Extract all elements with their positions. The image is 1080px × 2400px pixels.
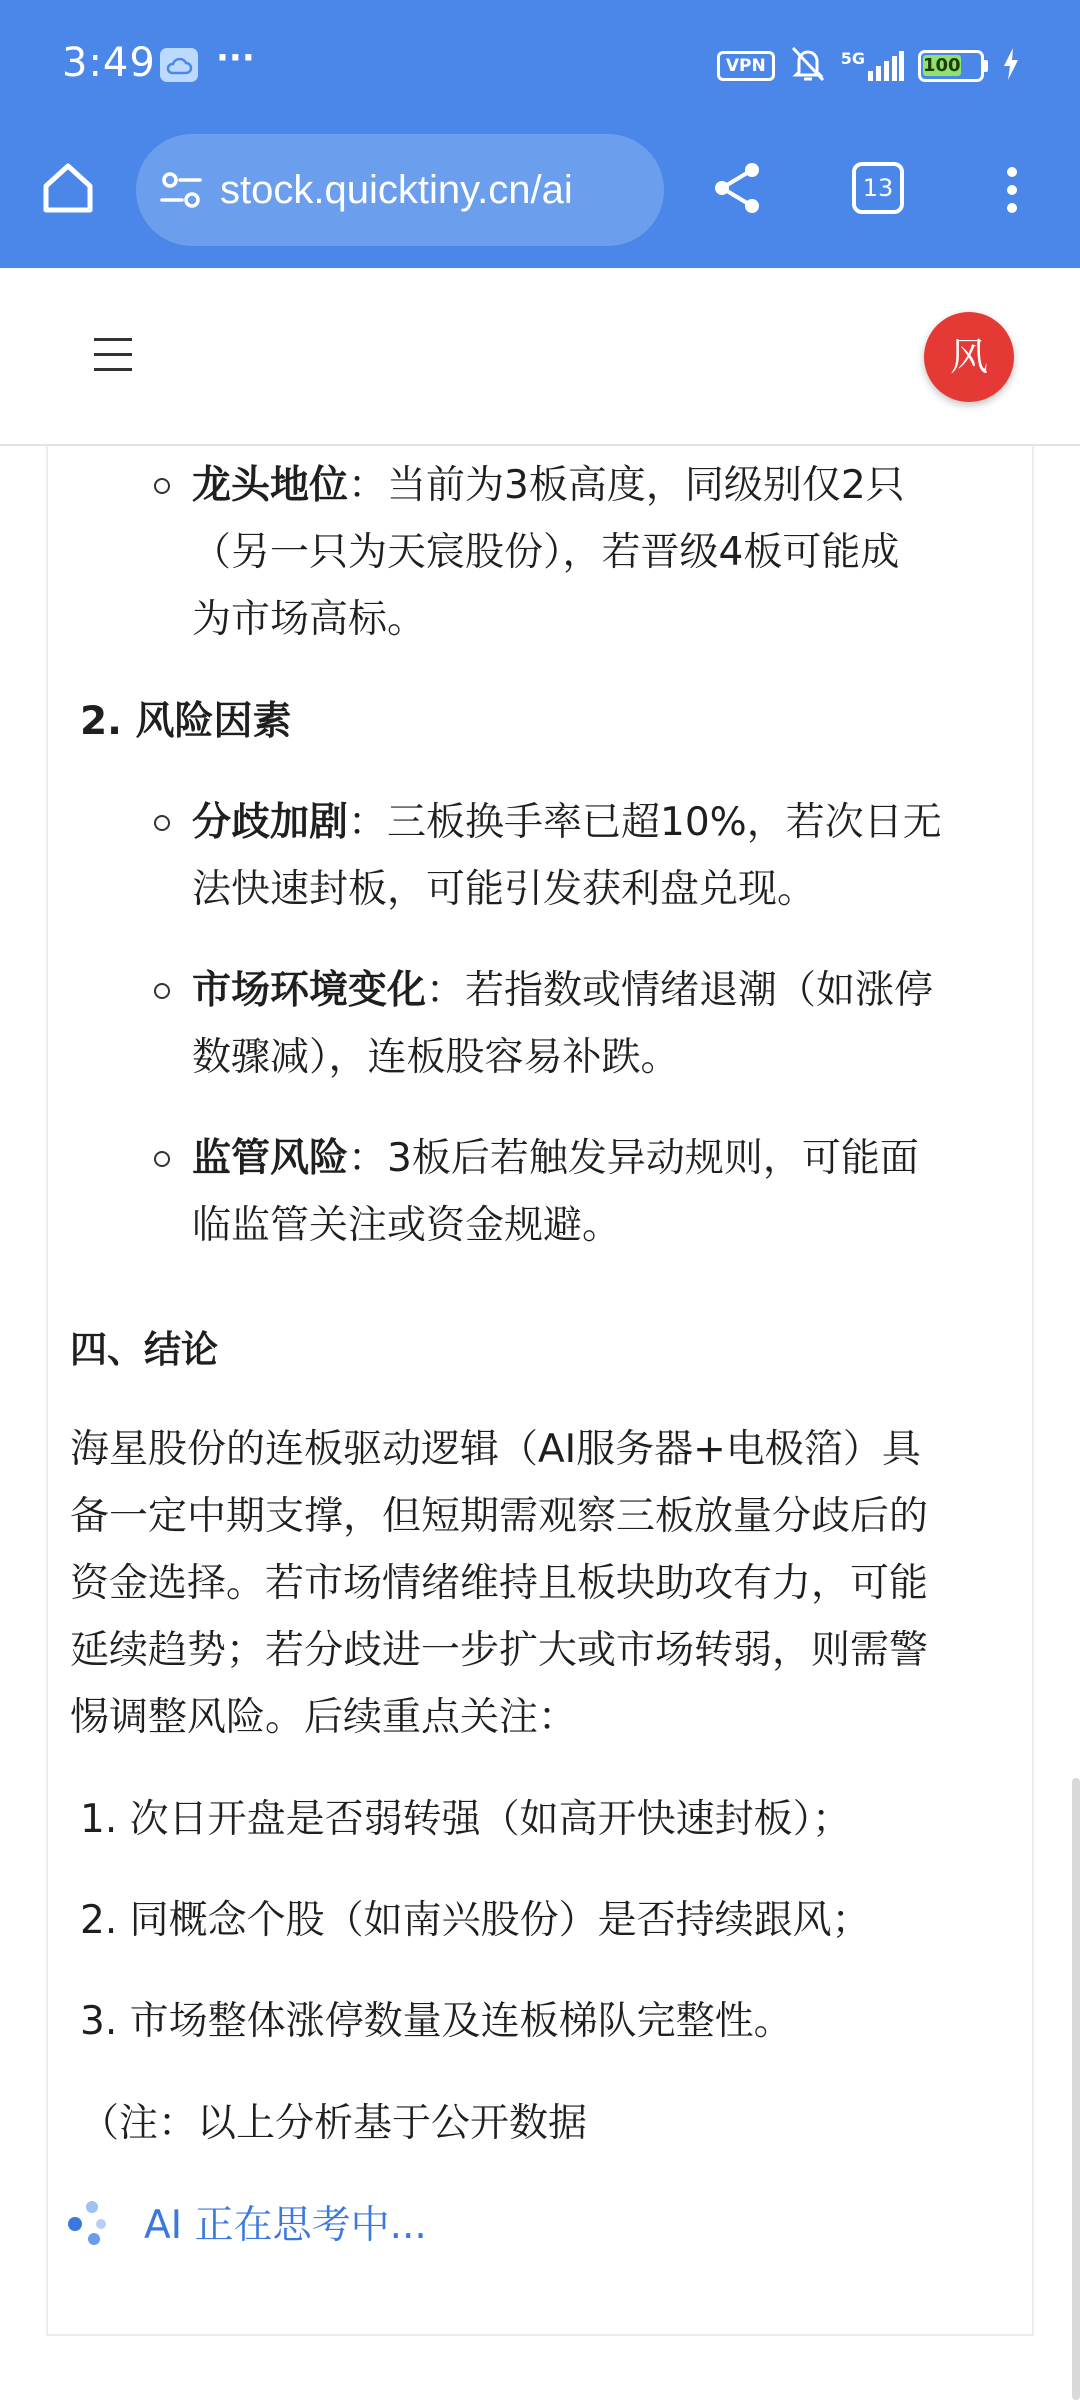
bullet-item-regulation <box>192 1125 919 1192</box>
bullet-text: ：三板换手率已超10%，若次日无 <box>348 800 942 845</box>
risk-badge-button[interactable]: 风 <box>924 312 1014 402</box>
bullet-text-line: 法快速封板，可能引发获利盘兑现。 <box>192 867 817 912</box>
list-item: 2. 同概念个股（如南兴股份）是否持续跟风； <box>80 1898 871 1943</box>
list-item: 1. 次日开盘是否弱转强（如高开快速封板）； <box>80 1797 852 1842</box>
loading-dots-icon <box>66 2197 116 2247</box>
bullet-label: 龙头地位 <box>192 463 349 508</box>
section-heading-risk: 2. 风险因素 <box>80 699 292 744</box>
bullet-item-market-change <box>192 957 933 1024</box>
bullet-text: ：当前为3板高度，同级别仅2只 <box>348 463 905 508</box>
bullet-text: ：3板后若触发异动规则，可能面 <box>348 1136 919 1181</box>
bullet-icon <box>154 1151 170 1167</box>
bullet-text: ：若指数或情绪退潮（如涨停 <box>426 968 934 1013</box>
bullet-text-line: 临监管关注或资金规避。 <box>192 1203 622 1248</box>
vpn-icon: VPN <box>717 51 775 81</box>
paragraph-line: 延续趋势；若分歧进一步扩大或市场转弱，则需警 <box>70 1628 929 1673</box>
section-heading-conclusion: 四、结论 <box>70 1328 218 1371</box>
tab-switcher-button[interactable]: 13 <box>852 162 904 214</box>
battery-level: 100 <box>923 55 961 76</box>
more-notifications-icon: ··· <box>216 38 255 78</box>
bullet-text-line: （另一只为天宸股份），若晋级4板可能成 <box>192 530 900 575</box>
ai-thinking-text: AI 正在思考中... <box>144 2203 427 2248</box>
paragraph-line: 资金选择。若市场情绪维持且板块助攻有力，可能 <box>70 1561 929 1606</box>
url-text[interactable]: stock.quicktiny.cn/ai <box>220 167 573 212</box>
note-text: （注：以上分析基于公开数据 <box>80 2101 588 2146</box>
bullet-label: 监管风险 <box>192 1136 349 1181</box>
ai-thinking-indicator <box>66 2190 427 2254</box>
bullet-text-line: 为市场高标。 <box>192 597 427 642</box>
bullet-item-leader <box>192 452 905 519</box>
bullet-label: 分歧加剧 <box>192 800 349 845</box>
bullet-icon <box>154 815 170 831</box>
paragraph-line: 惕调整风险。后续重点关注： <box>70 1695 578 1740</box>
status-time: 3:49 <box>62 40 156 86</box>
bullet-label: 市场环境变化 <box>192 968 427 1013</box>
network-type: 5G <box>840 49 865 68</box>
bullet-text-line: 数骤减），连板股容易补跌。 <box>192 1035 680 1080</box>
list-item: 3. 市场整体涨停数量及连板梯队完整性。 <box>80 1999 793 2044</box>
paragraph-line: 备一定中期支撑，但短期需观察三板放量分歧后的 <box>70 1494 929 1539</box>
bullet-item-divergence <box>192 789 942 856</box>
bullet-icon <box>154 478 170 494</box>
bullet-icon <box>154 983 170 999</box>
scrollbar[interactable] <box>1072 1778 1080 2400</box>
paragraph-line: 海星股份的连板驱动逻辑（AI服务器+电极箔）具 <box>70 1427 921 1472</box>
